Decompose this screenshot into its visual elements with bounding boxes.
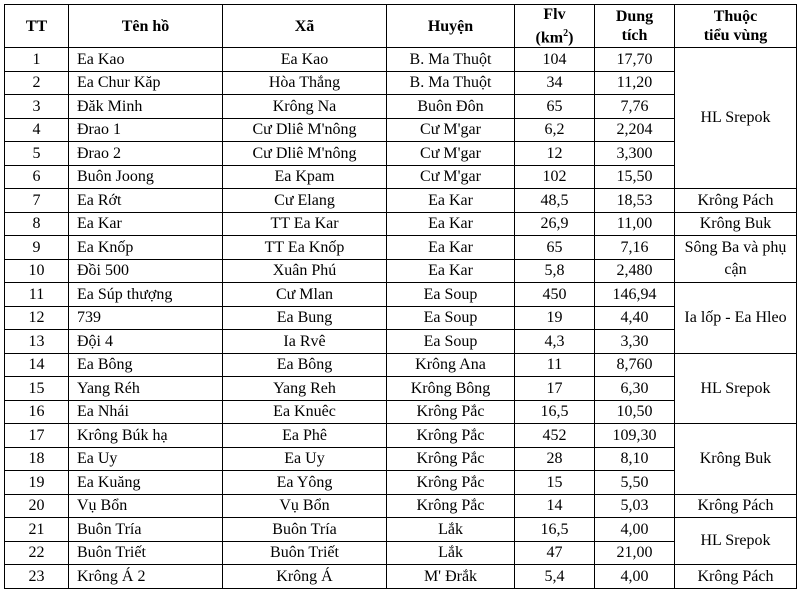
- cell-commune: Ea Yông: [223, 471, 387, 495]
- cell-district: B. Ma Thuột: [387, 48, 515, 72]
- cell-commune: Cư Dliê M'nông: [223, 118, 387, 142]
- cell-reservoir-name: Đrao 1: [69, 118, 223, 142]
- cell-tt: 9: [5, 236, 69, 260]
- cell-subregion: Krông Buk: [675, 212, 797, 236]
- cell-flv: 102: [515, 165, 595, 189]
- cell-capacity: 7,76: [595, 95, 675, 119]
- cell-reservoir-name: Ea Knốp: [69, 236, 223, 260]
- header-flv-close: ): [568, 29, 574, 47]
- cell-commune: Xuân Phú: [223, 259, 387, 283]
- cell-district: Krông Pắc: [387, 494, 515, 518]
- cell-reservoir-name: Ea Kar: [69, 212, 223, 236]
- table-row: [5, 353, 797, 377]
- cell-capacity: 11,20: [595, 71, 675, 95]
- cell-flv: 17: [515, 377, 595, 401]
- cell-tt: 10: [5, 259, 69, 283]
- cell-district: B. Ma Thuột: [387, 71, 515, 95]
- cell-tt: 18: [5, 447, 69, 471]
- cell-commune: Cư Elang: [223, 189, 387, 213]
- cell-district: Cư M'gar: [387, 118, 515, 142]
- cell-flv: 5,8: [515, 259, 595, 283]
- cell-flv: 6,2: [515, 118, 595, 142]
- cell-tt: 1: [5, 48, 69, 72]
- cell-subregion: HL Srepok: [675, 518, 797, 565]
- cell-flv: 5,4: [515, 565, 595, 589]
- cell-commune: Hòa Thắng: [223, 71, 387, 95]
- cell-reservoir-name: Buôn Triết: [69, 541, 223, 565]
- cell-reservoir-name: Ea Chur Kăp: [69, 71, 223, 95]
- cell-district: Krông Pắc: [387, 471, 515, 495]
- cell-commune: Krông Á: [223, 565, 387, 589]
- cell-capacity: 7,16: [595, 236, 675, 260]
- table-body: [5, 48, 797, 589]
- cell-commune: Ea Phê: [223, 424, 387, 448]
- cell-capacity: 6,30: [595, 377, 675, 401]
- table-header-row: [5, 5, 797, 48]
- header-subregion-line1: Thuộc: [713, 8, 758, 26]
- cell-tt: 23: [5, 565, 69, 589]
- cell-capacity: 10,50: [595, 400, 675, 424]
- cell-reservoir-name: Ea Nhái: [69, 400, 223, 424]
- cell-flv: 48,5: [515, 189, 595, 213]
- cell-tt: 5: [5, 142, 69, 166]
- cell-tt: 11: [5, 283, 69, 307]
- table-row: [5, 424, 797, 448]
- cell-reservoir-name: Yang Réh: [69, 377, 223, 401]
- cell-reservoir-name: Đăk Minh: [69, 95, 223, 119]
- cell-tt: 3: [5, 95, 69, 119]
- cell-reservoir-name: Đồi 500: [69, 259, 223, 283]
- cell-commune: Ea Kao: [223, 48, 387, 72]
- cell-district: Buôn Đôn: [387, 95, 515, 119]
- cell-flv: 452: [515, 424, 595, 448]
- table-row: [5, 212, 797, 236]
- cell-capacity: 18,53: [595, 189, 675, 213]
- header-district: Huyện: [387, 5, 515, 48]
- cell-reservoir-name: Đội 4: [69, 330, 223, 354]
- cell-capacity: 11,00: [595, 212, 675, 236]
- header-reservoir-name: Tên hồ: [69, 5, 223, 48]
- cell-district: Ea Soup: [387, 306, 515, 330]
- cell-reservoir-name: Ea Rớt: [69, 189, 223, 213]
- cell-tt: 22: [5, 541, 69, 565]
- cell-flv: 16,5: [515, 400, 595, 424]
- cell-commune: Ea Uy: [223, 447, 387, 471]
- cell-reservoir-name: Krông Búk hạ: [69, 424, 223, 448]
- header-subregion: [675, 5, 797, 48]
- cell-flv: 12: [515, 142, 595, 166]
- header-flv-label: Flv: [543, 6, 566, 23]
- table-row: [5, 518, 797, 542]
- cell-commune: TT Ea Kar: [223, 212, 387, 236]
- cell-flv: 47: [515, 541, 595, 565]
- cell-district: M' Đrắk: [387, 565, 515, 589]
- header-flv-unit: (km: [535, 29, 564, 47]
- cell-reservoir-name: Buôn Tría: [69, 518, 223, 542]
- cell-flv: 19: [515, 306, 595, 330]
- cell-subregion: Krông Buk: [675, 424, 797, 495]
- header-flv: [515, 5, 595, 48]
- table-row: [5, 494, 797, 518]
- cell-district: Krông Pắc: [387, 400, 515, 424]
- cell-district: Krông Bông: [387, 377, 515, 401]
- table-row: [5, 189, 797, 213]
- cell-subregion: Krông Pách: [675, 189, 797, 213]
- cell-reservoir-name: Ea Bông: [69, 353, 223, 377]
- cell-district: Ea Kar: [387, 259, 515, 283]
- cell-capacity: 21,00: [595, 541, 675, 565]
- cell-tt: 12: [5, 306, 69, 330]
- cell-capacity: 146,94: [595, 283, 675, 307]
- cell-subregion: Ia lốp - Ea Hleo: [675, 283, 797, 354]
- cell-district: Krông Ana: [387, 353, 515, 377]
- cell-district: Ea Kar: [387, 189, 515, 213]
- cell-capacity: 3,300: [595, 142, 675, 166]
- cell-capacity: 4,40: [595, 306, 675, 330]
- table-row: [5, 283, 797, 307]
- table-row: [5, 565, 797, 589]
- cell-capacity: 2,204: [595, 118, 675, 142]
- cell-subregion: HL Srepok: [675, 353, 797, 424]
- cell-tt: 20: [5, 494, 69, 518]
- cell-commune: Buôn Triết: [223, 541, 387, 565]
- cell-capacity: 109,30: [595, 424, 675, 448]
- cell-capacity: 8,760: [595, 353, 675, 377]
- reservoir-table: [4, 4, 797, 589]
- cell-district: Krông Pắc: [387, 424, 515, 448]
- cell-reservoir-name: Ea Uy: [69, 447, 223, 471]
- cell-district: Cư M'gar: [387, 142, 515, 166]
- cell-commune: Ea Knuêc: [223, 400, 387, 424]
- cell-capacity: 3,30: [595, 330, 675, 354]
- cell-tt: 21: [5, 518, 69, 542]
- cell-commune: Ea Bung: [223, 306, 387, 330]
- cell-district: Ea Kar: [387, 236, 515, 260]
- cell-district: Ea Soup: [387, 283, 515, 307]
- cell-flv: 26,9: [515, 212, 595, 236]
- cell-commune: Ea Kpam: [223, 165, 387, 189]
- cell-tt: 2: [5, 71, 69, 95]
- cell-district: Lắk: [387, 518, 515, 542]
- cell-tt: 19: [5, 471, 69, 495]
- cell-reservoir-name: Ea Kao: [69, 48, 223, 72]
- cell-subregion: Krông Pách: [675, 494, 797, 518]
- cell-flv: 450: [515, 283, 595, 307]
- cell-flv: 4,3: [515, 330, 595, 354]
- cell-tt: 15: [5, 377, 69, 401]
- cell-commune: Cư Mlan: [223, 283, 387, 307]
- cell-tt: 17: [5, 424, 69, 448]
- cell-flv: 65: [515, 95, 595, 119]
- cell-capacity: 15,50: [595, 165, 675, 189]
- cell-reservoir-name: Ea Súp thượng: [69, 283, 223, 307]
- cell-subregion: Krông Pách: [675, 565, 797, 589]
- cell-flv: 28: [515, 447, 595, 471]
- cell-flv: 11: [515, 353, 595, 377]
- table-row: [5, 236, 797, 260]
- cell-capacity: 2,480: [595, 259, 675, 283]
- cell-reservoir-name: Ea Kuăng: [69, 471, 223, 495]
- cell-tt: 7: [5, 189, 69, 213]
- cell-district: Cư M'gar: [387, 165, 515, 189]
- header-capacity-line1: Dung: [615, 8, 654, 26]
- header-flv-sup: 2: [563, 28, 569, 39]
- cell-commune: Buôn Tría: [223, 518, 387, 542]
- cell-reservoir-name: 739: [69, 306, 223, 330]
- cell-capacity: 5,03: [595, 494, 675, 518]
- cell-tt: 16: [5, 400, 69, 424]
- cell-tt: 14: [5, 353, 69, 377]
- cell-flv: 15: [515, 471, 595, 495]
- cell-tt: 13: [5, 330, 69, 354]
- cell-commune: Cư Dliê M'nông: [223, 142, 387, 166]
- cell-subregion: HL Srepok: [675, 48, 797, 189]
- cell-commune: Yang Reh: [223, 377, 387, 401]
- cell-commune: TT Ea Knốp: [223, 236, 387, 260]
- header-capacity-line2: tích: [621, 27, 648, 45]
- cell-capacity: 8,10: [595, 447, 675, 471]
- cell-tt: 4: [5, 118, 69, 142]
- cell-capacity: 4,00: [595, 565, 675, 589]
- cell-district: Krông Pắc: [387, 447, 515, 471]
- cell-tt: 6: [5, 165, 69, 189]
- cell-reservoir-name: Krông Á 2: [69, 565, 223, 589]
- cell-subregion: Sông Ba và phụ cận: [675, 236, 797, 283]
- cell-district: Ea Kar: [387, 212, 515, 236]
- cell-capacity: 4,00: [595, 518, 675, 542]
- header-tt: TT: [5, 5, 69, 48]
- cell-commune: Ea Bông: [223, 353, 387, 377]
- cell-commune: Krông Na: [223, 95, 387, 119]
- cell-capacity: 17,70: [595, 48, 675, 72]
- cell-commune: Ia Rvê: [223, 330, 387, 354]
- cell-flv: 65: [515, 236, 595, 260]
- cell-tt: 8: [5, 212, 69, 236]
- cell-flv: 16,5: [515, 518, 595, 542]
- header-subregion-line2: tiểu vùng: [703, 27, 768, 45]
- cell-district: Ea Soup: [387, 330, 515, 354]
- table-row: [5, 48, 797, 72]
- cell-flv: 34: [515, 71, 595, 95]
- header-capacity: [595, 5, 675, 48]
- header-commune: Xã: [223, 5, 387, 48]
- cell-reservoir-name: Vụ Bổn: [69, 494, 223, 518]
- cell-flv: 14: [515, 494, 595, 518]
- cell-commune: Vụ Bổn: [223, 494, 387, 518]
- cell-district: Lắk: [387, 541, 515, 565]
- cell-reservoir-name: Đrao 2: [69, 142, 223, 166]
- cell-capacity: 5,50: [595, 471, 675, 495]
- cell-flv: 104: [515, 48, 595, 72]
- cell-reservoir-name: Buôn Joong: [69, 165, 223, 189]
